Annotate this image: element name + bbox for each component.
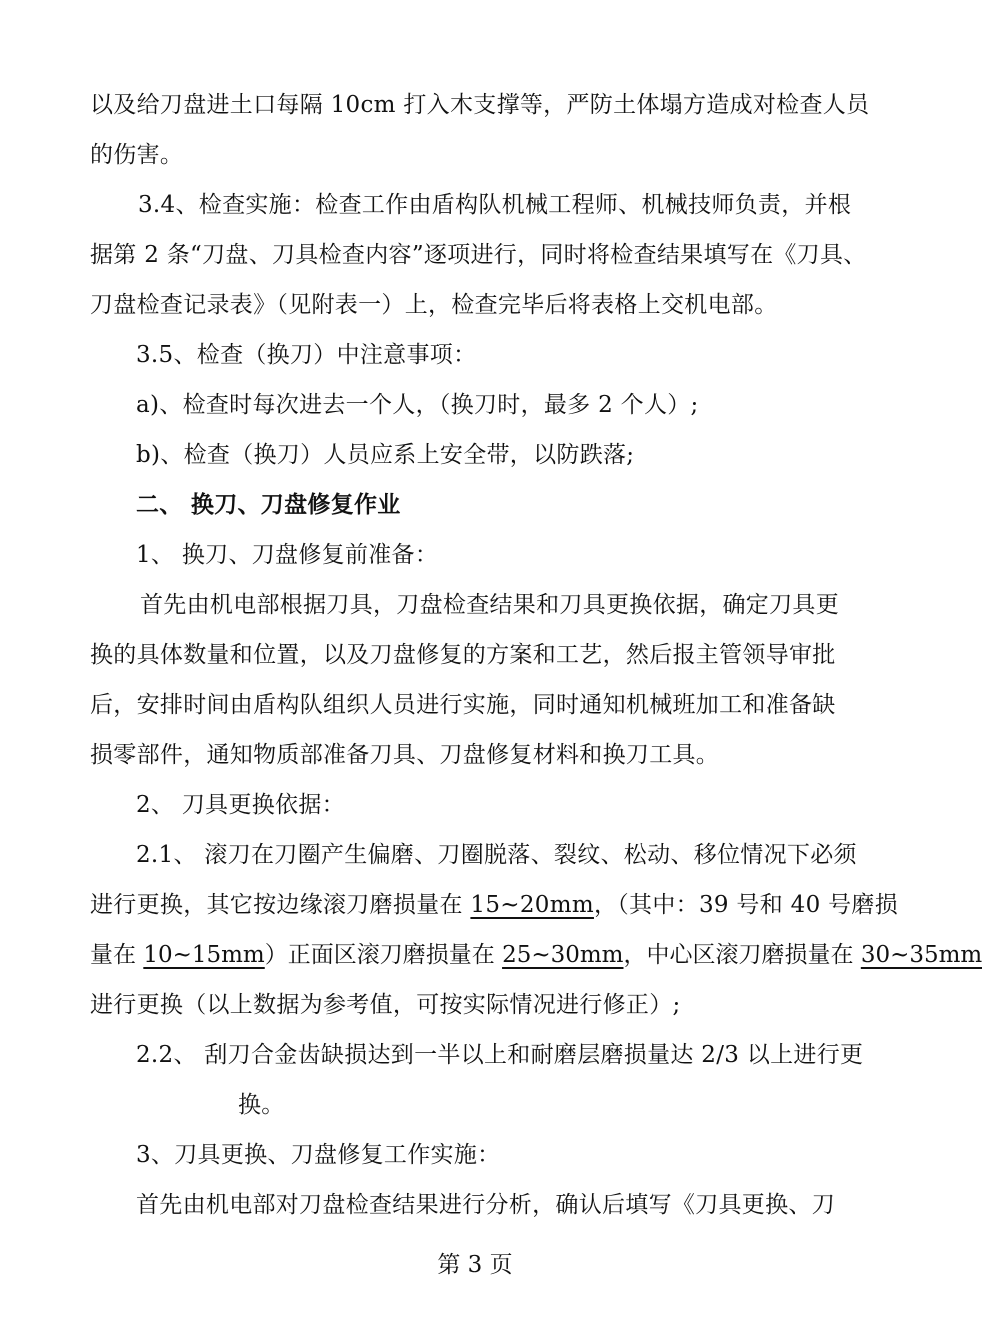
paragraph-line: 刀盘检查记录表》（见附表一）上，检查完毕后将表格上交机电部。 — [90, 292, 778, 318]
paragraph-line: 进行更换（以上数据为参考值，可按实际情况进行修正）; — [90, 992, 681, 1018]
underlined-value: 30~35mm — [860, 942, 982, 968]
underlined-value: 25~30mm — [502, 942, 624, 968]
section-2-2-line: 2.2、 刮刀合金齿缺损达到一半以上和耐磨层磨损量达 2/3 以上进行更 — [136, 1042, 864, 1068]
paragraph-line: 换。 — [238, 1092, 285, 1118]
paragraph-line: 首先由机电部对刀盘检查结果进行分析，确认后填写《刀具更换、刀 — [136, 1192, 835, 1218]
subsection-1-heading: 1、 换刀、刀盘修复前准备： — [136, 542, 439, 568]
paragraph-line: 后，安排时间由盾构队组织人员进行实施，同时通知机械班加工和准备缺 — [90, 692, 836, 718]
paragraph-line — [90, 940, 982, 970]
text-run: 量在 — [90, 942, 144, 968]
text-run: ）正面区滚刀磨损量在 — [264, 942, 503, 968]
section-2-1-line: 2.1、 滚刀在刀圈产生偏磨、刀圈脱落、裂纹、松动、移位情况下必须 — [136, 842, 857, 868]
subsection-3-heading: 3、刀具更换、刀盘修复工作实施： — [136, 1142, 501, 1168]
text-run: ，（其中：39 号和 40 号磨损 — [593, 892, 899, 918]
underlined-value: 15~20mm — [470, 892, 594, 918]
list-item-a: a)、检查时每次进去一个人，（换刀时，最多 2 个人）; — [136, 392, 699, 418]
text-run: 进行更换，其它按边缘滚刀磨损量在 — [90, 892, 471, 918]
subsection-2-heading: 2、 刀具更换依据： — [136, 792, 345, 818]
paragraph-line: 损零部件，通知物质部准备刀具、刀盘修复材料和换刀工具。 — [90, 742, 720, 768]
section-3-5-heading: 3.5、检查（换刀）中注意事项： — [136, 342, 477, 368]
paragraph-line — [90, 890, 898, 920]
paragraph-line: 换的具体数量和位置，以及刀盘修复的方案和工艺，然后报主管领导审批 — [90, 642, 836, 668]
section-3-4-line: 3.4、检查实施：检查工作由盾构队机械工程师、机械技师负责，并根 — [138, 192, 852, 218]
list-item-b: b)、检查（换刀）人员应系上安全带，以防跌落; — [136, 442, 635, 468]
paragraph-line: 首先由机电部根据刀具，刀盘检查结果和刀具更换依据，确定刀具更 — [140, 592, 839, 618]
paragraph-line: 的伤害。 — [90, 142, 184, 168]
paragraph-line: 以及给刀盘进土口每隔 10cm 打入木支撑等，严防土体塌方造成对检查人员 — [90, 92, 870, 118]
page-number: 第 3 页 — [437, 1252, 513, 1278]
section-2-heading: 二、 换刀、刀盘修复作业 — [136, 491, 401, 518]
underlined-value: 10~15mm — [143, 942, 265, 968]
paragraph-line: 据第 2 条“刀盘、刀具检查内容”逐项进行，同时将检查结果填写在《刀具、 — [90, 242, 867, 268]
text-run: ，中心区滚刀磨损量在 — [623, 942, 861, 968]
